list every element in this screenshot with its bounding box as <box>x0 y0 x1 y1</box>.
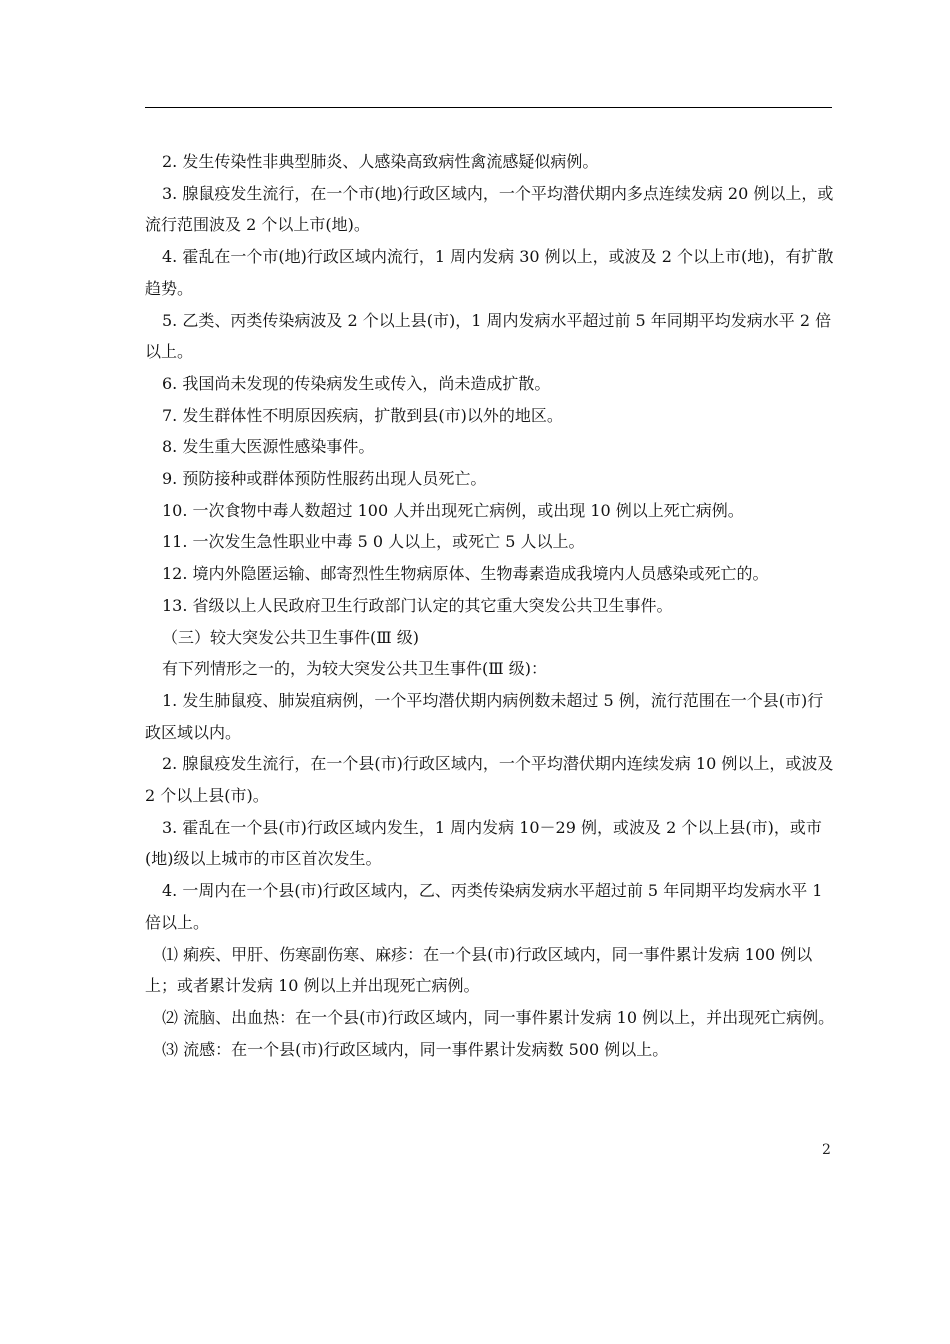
paragraph-item-3: 3. 腺鼠疫发生流行，在一个市(地)行政区域内，一个平均潜伏期内多点连续发病 20 例以上，或流行范围波及 2 个以上市(地)。 <box>145 183 834 235</box>
paragraph-item-11: 11. 一次发生急性职业中毒 5 0 人以上，或死亡 5 人以上。 <box>162 532 585 552</box>
paragraph-item-13: 13. 省级以上人民政府卫生行政部门认定的其它重大突发公共卫生事件。 <box>162 595 673 615</box>
paragraph-item-7: 7. 发生群体性不明原因疾病，扩散到县(市)以外的地区。 <box>162 405 563 425</box>
page-number: 2 <box>822 1142 831 1158</box>
level3-subitem-3: ⑶ 流感：在一个县(市)行政区域内，同一事件累计发病数 500 例以上。 <box>162 1039 669 1059</box>
paragraph-item-12: 12. 境内外隐匿运输、邮寄烈性生物病原体、生物毒素造成我境内人员感染或死亡的。 <box>162 564 769 584</box>
paragraph-item-9: 9. 预防接种或群体预防性服药出现人员死亡。 <box>162 469 487 489</box>
document-body <box>145 146 835 1065</box>
level3-item-2: 2. 腺鼠疫发生流行，在一个县(市)行政区域内，一个平均潜伏期内连续发病 10 例以上，或波及 2 个以上县(市)。 <box>145 754 834 806</box>
level3-item-4: 4. 一周内在一个县(市)行政区域内，乙、丙类传染病发病水平超过前 5 年同期平均发病水平 1 倍以上。 <box>145 881 823 932</box>
paragraph-item-2: 2. 发生传染性非典型肺炎、人感染高致病性禽流感疑似病例。 <box>162 152 599 171</box>
level3-subitem-1: ⑴ 痢疾、甲肝、伤寒副伤寒、麻疹：在一个县(市)行政区域内，同一事件累计发病 100 例以上；或者累计发病 10 例以上并出现死亡病例。 <box>145 944 813 996</box>
header-rule <box>145 107 832 108</box>
paragraph-item-8: 8. 发生重大医源性感染事件。 <box>162 437 375 457</box>
level3-item-3: 3. 霍乱在一个县(市)行政区域内发生，1 周内发病 10－29 例，或波及 2 个以上县(市)，或市(地)级以上城市的市区首次发生。 <box>145 817 822 869</box>
paragraph-item-10: 10. 一次食物中毒人数超过 100 人并出现死亡病例，或出现 10 例以上死亡病例。 <box>162 500 744 520</box>
section-heading-level-3: （三）较大突发公共卫生事件(Ⅲ 级) <box>162 627 420 647</box>
level3-subitem-2: ⑵ 流脑、出血热：在一个县(市)行政区域内，同一事件累计发病 10 例以上，并出现死亡病例。 <box>162 1007 835 1027</box>
paragraph-item-4: 4. 霍乱在一个市(地)行政区域内流行，1 周内发病 30 例以上，或波及 2 个以上市(地)，有扩散趋势。 <box>145 247 834 298</box>
paragraph-item-6: 6. 我国尚未发现的传染病发生或传入，尚未造成扩散。 <box>162 373 551 393</box>
section-intro: 有下列情形之一的，为较大突发公共卫生事件(Ⅲ 级)： <box>162 659 548 679</box>
level3-item-1: 1. 发生肺鼠疫、肺炭疽病例，一个平均潜伏期内病例数未超过 5 例，流行范围在一个县(市)行政区域以内。 <box>145 690 824 742</box>
paragraph-item-5: 5. 乙类、丙类传染病波及 2 个以上县(市)，1 周内发病水平超过前 5 年同期平均发病水平 2 倍以上。 <box>145 310 832 362</box>
